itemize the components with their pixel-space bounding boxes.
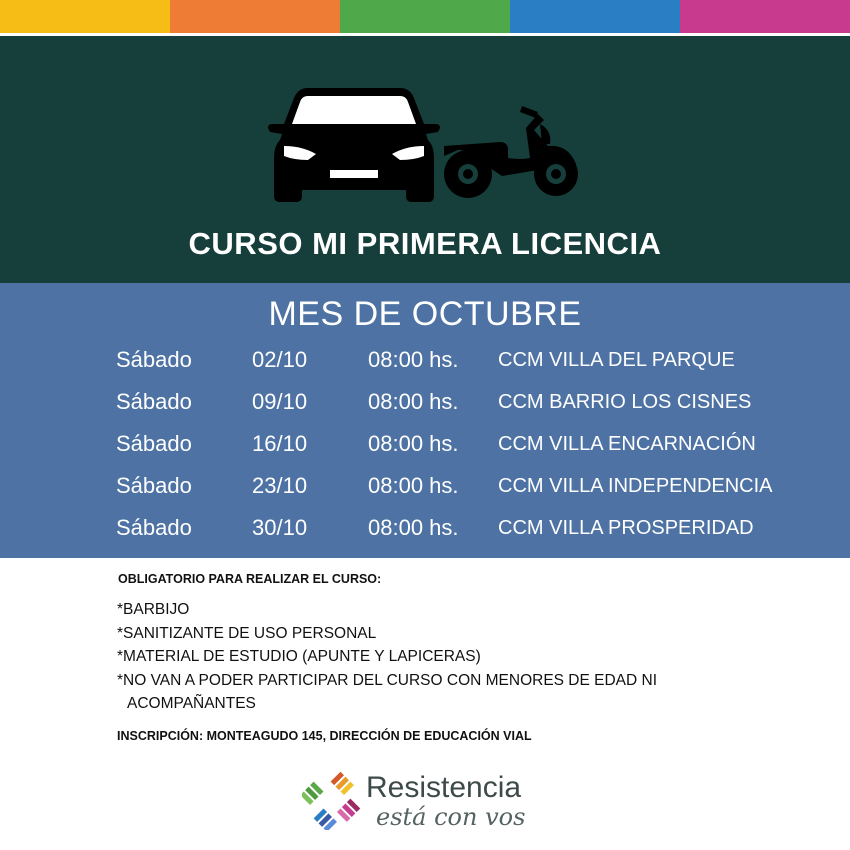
row-place: CCM VILLA INDEPENDENCIA bbox=[498, 475, 773, 497]
requirement-item: *SANITIZANTE DE USO PERSONAL bbox=[117, 624, 377, 642]
row-day: Sábado bbox=[116, 431, 192, 456]
stripe-magenta bbox=[680, 0, 850, 33]
row-place: CCM BARRIO LOS CISNES bbox=[498, 391, 752, 413]
course-title: CURSO MI PRIMERA LICENCIA bbox=[188, 226, 662, 261]
requirements-title: OBLIGATORIO PARA REALIZAR EL CURSO: bbox=[118, 572, 382, 586]
row-date: 02/10 bbox=[252, 347, 308, 372]
stripe-yellow bbox=[0, 0, 170, 33]
row-day: Sábado bbox=[116, 389, 192, 414]
logo-tagline: está con vos bbox=[376, 803, 526, 831]
row-date: 09/10 bbox=[252, 389, 308, 414]
row-place: CCM VILLA ENCARNACIÓN bbox=[498, 433, 756, 455]
scooter-icon bbox=[444, 106, 578, 198]
month-heading: MES DE OCTUBRE bbox=[268, 295, 582, 333]
row-time: 08:00 hs. bbox=[368, 431, 459, 456]
logo-name: Resistencia bbox=[366, 771, 522, 804]
row-place: CCM VILLA DEL PARQUE bbox=[498, 349, 735, 371]
schedule-panel bbox=[0, 283, 850, 558]
vehicles-illustration bbox=[268, 84, 588, 214]
row-day: Sábado bbox=[116, 473, 192, 498]
row-date: 30/10 bbox=[252, 515, 308, 540]
row-place: CCM VILLA PROSPERIDAD bbox=[498, 517, 754, 539]
row-time: 08:00 hs. bbox=[368, 473, 459, 498]
schedule-row bbox=[0, 389, 850, 419]
row-time: 08:00 hs. bbox=[368, 389, 459, 414]
stripe-orange bbox=[170, 0, 340, 33]
diamond-logo-icon bbox=[302, 770, 362, 830]
row-day: Sábado bbox=[116, 347, 192, 372]
inscription-info: INSCRIPCIÓN: MONTEAGUDO 145, DIRECCIÓN DE EDUCACIÓN VIAL bbox=[117, 729, 532, 743]
row-time: 08:00 hs. bbox=[368, 515, 459, 540]
color-stripe-bar bbox=[0, 0, 850, 33]
schedule-row bbox=[0, 515, 850, 545]
requirement-item-continuation: ACOMPAÑANTES bbox=[127, 695, 256, 712]
row-date: 16/10 bbox=[252, 431, 308, 456]
requirement-item: *MATERIAL DE ESTUDIO (APUNTE Y LAPICERAS) bbox=[117, 648, 481, 665]
schedule-row bbox=[0, 347, 850, 377]
requirement-item: *BARBIJO bbox=[117, 601, 190, 618]
requirement-item: *NO VAN A PODER PARTICIPAR DEL CURSO CON MENORES DE EDAD NI bbox=[117, 671, 658, 689]
schedule-row bbox=[0, 431, 850, 461]
schedule-row bbox=[0, 473, 850, 503]
row-time: 08:00 hs. bbox=[368, 347, 459, 372]
row-day: Sábado bbox=[116, 515, 192, 540]
stripe-green bbox=[340, 0, 510, 33]
row-date: 23/10 bbox=[252, 473, 308, 498]
car-icon bbox=[268, 88, 440, 202]
stripe-blue bbox=[510, 0, 680, 33]
requirements-list bbox=[117, 598, 657, 716]
